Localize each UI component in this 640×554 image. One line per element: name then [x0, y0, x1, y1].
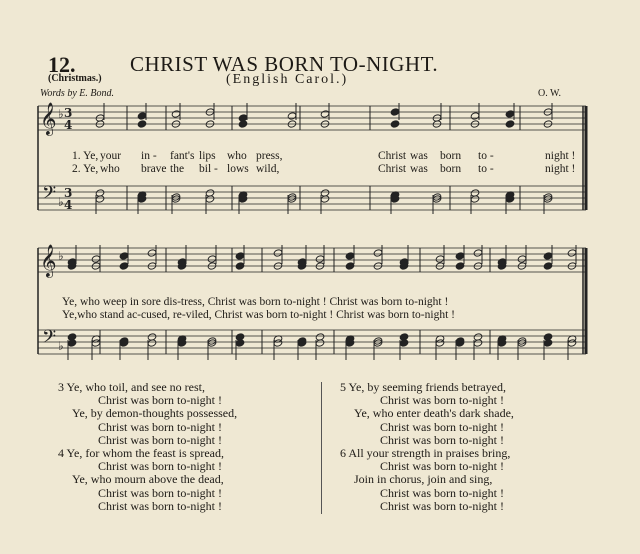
- note-head: [119, 262, 129, 270]
- verse-line: Christ was born to-night !: [98, 485, 222, 500]
- note-head: [390, 120, 400, 128]
- note-head: [171, 110, 181, 118]
- treble-clef-icon: 𝄞: [40, 244, 57, 277]
- note-head: [505, 110, 515, 118]
- verse-line: Christ was born to-night !: [380, 419, 504, 434]
- treble-clef-icon: 𝄞: [40, 102, 57, 135]
- note-head: [320, 195, 330, 203]
- verse-line: Ye, by demon-thoughts possessed,: [72, 406, 238, 421]
- note-head: [315, 339, 325, 347]
- lyric-syllable: night !: [545, 163, 576, 175]
- verse-line: Christ was born to-night !: [98, 498, 222, 513]
- note-head: [470, 195, 480, 203]
- note-head: [345, 252, 355, 260]
- note-head: [119, 252, 129, 260]
- note-head: [67, 339, 77, 347]
- time-signature-top: 3: [64, 186, 73, 200]
- bass-clef-icon: 𝄢: [42, 183, 57, 208]
- note-head: [567, 249, 577, 257]
- note-head: [390, 108, 400, 116]
- note-head: [205, 195, 215, 203]
- lyric-syllable: night !: [545, 150, 576, 162]
- lyric-syllable: brave: [141, 163, 167, 175]
- flat-icon: ♭: [58, 195, 64, 209]
- note-head: [315, 255, 325, 263]
- composer-credit: O. W.: [538, 88, 562, 99]
- verse-line: Christ was born to-night !: [98, 393, 222, 408]
- lyric-syllable: born: [440, 150, 462, 162]
- hymn-subtitle: (English Carol.): [226, 72, 349, 87]
- system2-line1-lyrics: Ye, who weep in sore dis-tress, Christ was born to-night ! Christ was born to-night !: [62, 296, 449, 308]
- verse-line: Join in chorus, join and sing,: [354, 472, 493, 487]
- bass-clef-icon: 𝄢: [42, 327, 57, 352]
- note-head: [207, 255, 217, 263]
- verse-line: Christ was born to-night !: [380, 432, 504, 447]
- note-head: [147, 339, 157, 347]
- occasion-label: (Christmas.): [48, 73, 102, 84]
- verse-line: 4 Ye, for whom the feast is spread,: [58, 446, 224, 461]
- lyric-syllable: bil -: [199, 163, 218, 175]
- note-head: [95, 195, 105, 203]
- verse-line: 6 All your strength in praises bring,: [340, 446, 511, 461]
- hymn-title: CHRIST WAS BORN TO-NIGHT.: [130, 52, 439, 76]
- column-divider: [321, 382, 322, 514]
- note-head: [543, 339, 553, 347]
- verse-line: Christ was born to-night !: [98, 419, 222, 434]
- flat-icon: ♭: [58, 107, 64, 121]
- verse-line: Christ was born to-night !: [380, 485, 504, 500]
- note-head: [455, 262, 465, 270]
- hymn-number: 12.: [48, 52, 76, 77]
- note-head: [373, 249, 383, 257]
- note-head: [505, 120, 515, 128]
- lyric-syllable: in -: [141, 150, 157, 162]
- note-head: [91, 255, 101, 263]
- verse-line: Christ was born to-night !: [380, 498, 504, 513]
- lyric-syllable: Christ: [378, 163, 407, 175]
- time-signature-bottom: 4: [64, 118, 73, 132]
- words-credit: Words by E. Bond.: [40, 88, 114, 99]
- lyric-syllable: who: [100, 163, 120, 175]
- verse-line: Christ was born to-night !: [98, 459, 222, 474]
- time-signature-bottom: 4: [64, 198, 73, 212]
- note-head: [137, 120, 147, 128]
- lyric-syllable: who: [227, 150, 247, 162]
- note-head: [517, 255, 527, 263]
- verse-line: Christ was born to-night !: [380, 393, 504, 408]
- lyric-syllable: your: [100, 150, 122, 162]
- lyric-syllable: the: [170, 163, 185, 175]
- note-head: [455, 252, 465, 260]
- note-head: [235, 262, 245, 270]
- note-head: [345, 262, 355, 270]
- note-head: [473, 249, 483, 257]
- verse-line: Christ was born to-night !: [98, 432, 222, 447]
- verses-right-column: [340, 381, 514, 513]
- note-head: [320, 110, 330, 118]
- note-head: [137, 112, 147, 120]
- lyric-syllable: fant's: [170, 150, 195, 162]
- verse-line: 5 Ye, by seeming friends betrayed,: [340, 380, 506, 394]
- flat-icon: ♭: [58, 249, 64, 263]
- note-head: [235, 339, 245, 347]
- note-head: [543, 262, 553, 270]
- lyric-syllable: press,: [256, 150, 283, 162]
- lyric-syllable: wild,: [256, 163, 280, 175]
- lyric-syllable: 1. Ye,: [72, 150, 99, 162]
- lyric-syllable: to -: [478, 150, 494, 162]
- lyric-syllable: was: [410, 163, 428, 175]
- system1-verse2-lyrics: [0, 163, 640, 177]
- lyric-syllable: to -: [478, 163, 494, 175]
- lyric-syllable: lips: [199, 150, 216, 162]
- note-head: [435, 255, 445, 263]
- verse-line: Christ was born to-night !: [380, 459, 504, 474]
- lyric-syllable: Christ: [378, 150, 407, 162]
- system1-verse1-lyrics: [0, 150, 640, 164]
- note-head: [147, 249, 157, 257]
- time-signature-top: 3: [64, 106, 73, 120]
- note-head: [543, 252, 553, 260]
- note-head: [470, 112, 480, 120]
- verses-left-column: [58, 381, 237, 513]
- note-head: [235, 252, 245, 260]
- system2-line2-lyrics: Ye,who stand ac-cused, re-viled, Christ was born to-night ! Christ was born to-night !: [62, 309, 455, 321]
- verse-line: Ye, who enter death's dark shade,: [354, 406, 514, 421]
- note-head: [399, 339, 409, 347]
- note-head: [238, 120, 248, 128]
- note-head: [273, 249, 283, 257]
- verse-line: 3 Ye, who toil, and see no rest,: [58, 380, 205, 394]
- note-head: [473, 339, 483, 347]
- lyric-syllable: 2. Ye,: [72, 163, 99, 175]
- lyric-syllable: born: [440, 163, 462, 175]
- flat-icon: ♭: [58, 339, 64, 353]
- verse-line: Ye, who mourn above the dead,: [72, 472, 224, 487]
- note-head: [287, 112, 297, 120]
- lyric-syllable: lows: [227, 163, 249, 175]
- lyric-syllable: was: [410, 150, 428, 162]
